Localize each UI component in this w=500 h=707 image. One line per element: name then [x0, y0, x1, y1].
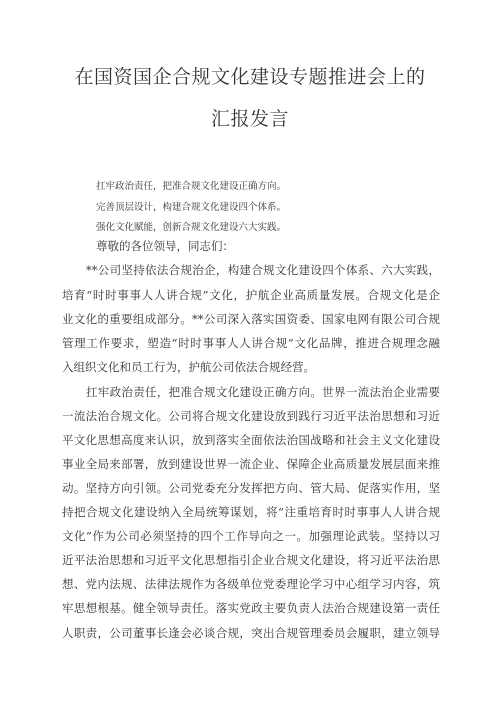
- salutation: 尊敬的各位领导，同志们：: [96, 239, 234, 253]
- outline-item-2: 完善顶层设计，构建合规文化建设四个体系。: [96, 202, 287, 213]
- paragraph-2-line: 一流法治合规文化。公司将合规文化建设放到践行习近平法治思想和习近: [62, 409, 440, 423]
- outline-item-3: 强化文化赋能，创新合规文化建设六大实践。: [96, 222, 287, 233]
- paragraph-2-line: 事业全局来部署，放到建设世界一流企业、保障企业高质量发展层面来推: [62, 457, 440, 471]
- paragraph-1-line: 管理工作要求，塑造“时时事事人人讲合规”文化品牌，推进合规理念融: [62, 336, 440, 350]
- paragraph-1-line: 业文化的重要组成部分。**公司深入落实国资委、国家电网有限公司合规: [62, 312, 440, 326]
- paragraph-2-line: 想、党内法规、法律法规作为各级单位党委理论学习中心组学习内容，筑: [62, 577, 440, 591]
- paragraph-1-line: 培育“时时事事人人讲合规”文化，护航企业高质量发展。合规文化是企: [62, 288, 440, 302]
- document-title-line-2: 汇报发言: [210, 108, 289, 130]
- paragraph-1-line: **公司坚持依法合规治企，构建合规文化建设四个体系、六大实践，: [86, 263, 440, 277]
- document-title-line-1: 在国资国企合规文化建设专题推进会上的: [74, 66, 426, 88]
- paragraph-2-line: 文化”作为公司必须坚持的四个工作导向之一。加强理论武装。坚持以习: [62, 529, 440, 543]
- paragraph-2-line: 牢思想根基。健全领导责任。落实党政主要负责人法治合规建设第一责任: [62, 601, 440, 615]
- paragraph-2-line: 动。坚持方向引领。公司党委充分发挥把方向、管大局、促落实作用，坚: [62, 481, 440, 495]
- outline-item-1: 扛牢政治责任，把准合规文化建设正确方向。: [96, 181, 287, 192]
- paragraph-2-line: 持把合规文化建设纳入全局统筹谋划，将“注重培育时时事事人人讲合规: [62, 505, 440, 519]
- paragraph-2-line: 人职责，公司董事长逢会必谈合规，突出合规管理委员会履职，建立领导: [62, 626, 440, 640]
- paragraph-2-line: 近平法治思想和习近平文化思想指引企业合规文化建设，将习近平法治思: [62, 553, 440, 567]
- paragraph-1-line: 入组织文化和员工行为，护航公司依法合规经营。: [62, 360, 315, 374]
- paragraph-2-line: 扛牢政治责任，把准合规文化建设正确方向。世界一流法治企业需要: [86, 385, 440, 399]
- paragraph-2-line: 平文化思想高度来认识，放到落实全面依法治国战略和社会主义文化建设: [62, 433, 440, 447]
